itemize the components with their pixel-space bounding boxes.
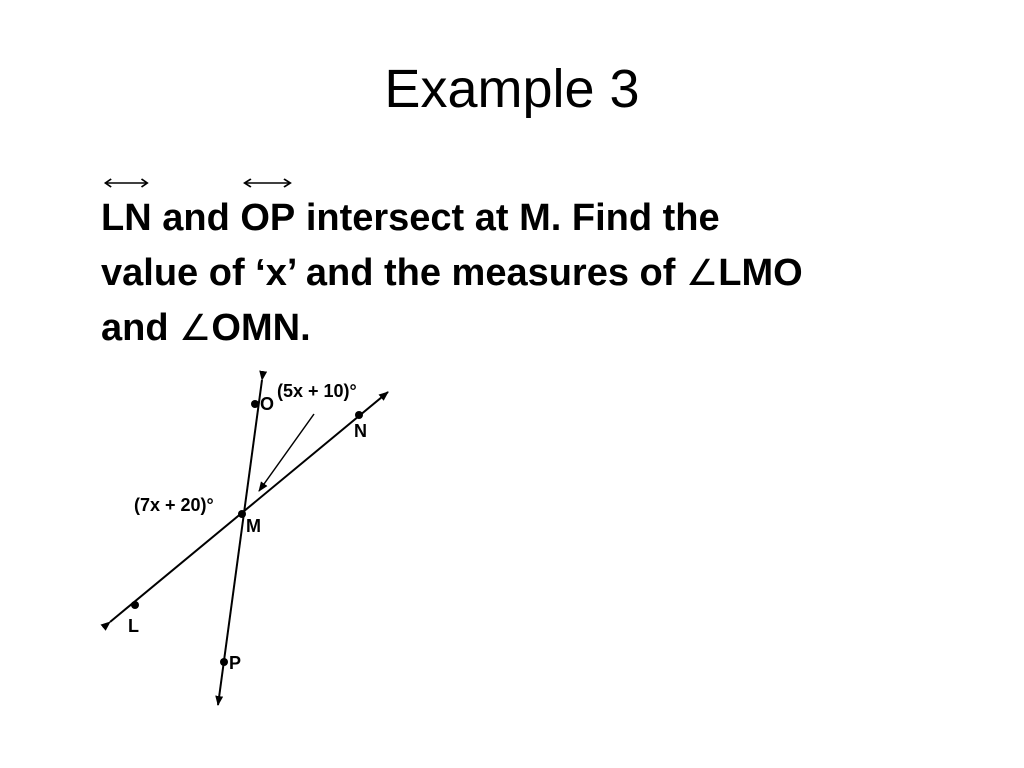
angle-lmo-name: LMO <box>718 252 803 294</box>
point-o-label: O <box>260 394 275 414</box>
angle-omn-name: OMN <box>211 307 301 349</box>
point-p-label: P <box>229 653 242 673</box>
line-ln-label: LN <box>101 197 152 239</box>
angle-icon: ∠ <box>179 308 212 349</box>
slide-title: Example 3 <box>384 59 640 119</box>
point-p <box>220 658 228 666</box>
conjunction-text-2: and <box>101 307 169 349</box>
conjunction-text: and <box>162 197 230 239</box>
angle-icon: ∠ <box>685 253 719 294</box>
problem-text-2: value of ‘x’ and the measures of <box>101 252 676 294</box>
point-l-label: L <box>128 616 139 636</box>
angle-omn-pointer <box>259 414 314 491</box>
point-n-label: N <box>354 421 367 441</box>
point-l <box>131 601 139 609</box>
point-m-label: M <box>246 516 261 536</box>
period-text: . <box>300 307 311 349</box>
problem-text-1: intersect at M. Find the <box>305 197 720 239</box>
point-m <box>238 510 246 518</box>
line-op-label: OP <box>240 197 296 239</box>
point-n <box>355 411 363 419</box>
angle-omn-label: (5x + 10)° <box>277 381 357 401</box>
angle-lmo-label: (7x + 20)° <box>134 495 214 515</box>
point-o <box>251 400 259 408</box>
